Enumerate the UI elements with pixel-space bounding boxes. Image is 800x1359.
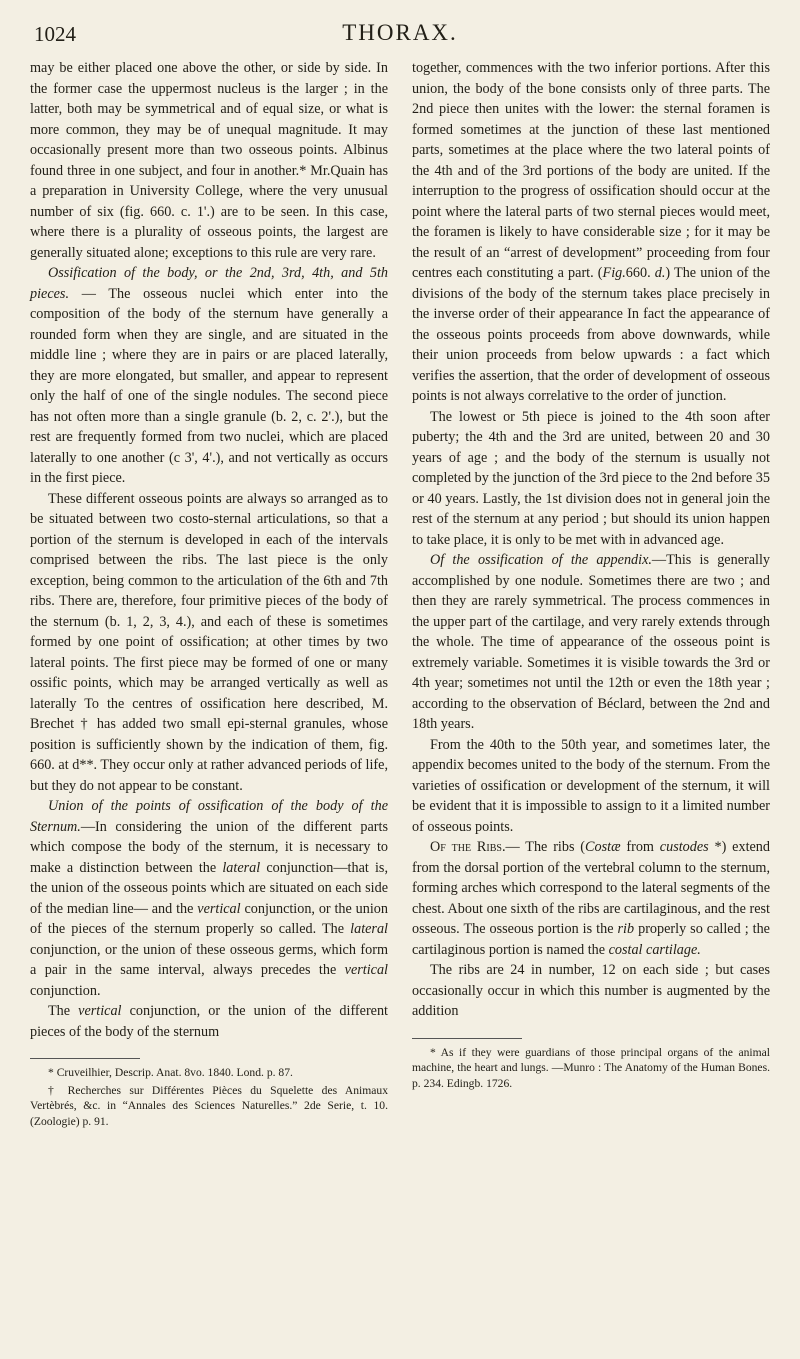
left-column — [30, 58, 388, 1129]
section-heading: Of the Ribs. — [430, 839, 506, 855]
footnote: † Recherches sur Différentes Pièces du Squelette des Animaux Vertèbrés, &c. in “Annales des Sciences Naturelles.” 2de Serie, t. 10. (Zoologie) p. 91. — [30, 1083, 388, 1128]
emphasis: lateral — [222, 859, 261, 876]
paragraph: The ribs are 24 in number, 12 on each side ; but cases occasionally occur in which this number is augmented by the addition — [412, 962, 770, 1019]
paragraph-text: conjunction, or the union of the pieces of the sternum properly so called. The — [30, 900, 388, 937]
emphasis: costal cartilage. — [608, 941, 701, 958]
emphasis: rib — [617, 921, 635, 937]
paragraph: may be either placed one above the other, or side by side. In the former case the uppermost nucleus is the larger ; in the latter, both may be symmetrical and of equal size, or what is more common, they may be of unequal magnitude. It may occasionally present more than two osseous points. Albinus found three in one subject, and four in another.* Mr.Quain has a preparation in University College, where the very unusual number of six (fig. 660. c. 1'.) are to be seen. In this case, where there is a plurality of osseous points, the largest are generally situated alone; exceptions to this rule are very rare. — [30, 60, 388, 261]
paragraph-text: together, commences with the two inferior portions. After this union, the body of the bone consists only of three parts. The 2nd piece then unites with the lower: the sternal foramen is formed sometimes at the junction of these last mentioned parts, sometimes at the place where the two lateral points of the 4th and of the 3rd portions of the body are united. If the interruption to the progress of ossification should occur at the point where the lateral parts of two sternal pieces would meet, the foramen is likely to have considerable size ; for it may be the result of an “arrest of development” proceeding from four centres each constituting a part. ( — [412, 60, 770, 281]
paragraph-text: The — [48, 1003, 79, 1019]
emphasis: vertical — [344, 962, 388, 978]
paragraph-text: ) The union of the divisions of the body of the sternum takes place precisely in the inverse order of their appearance In fact the appearance of the osseous points proceeds from above downwards, while their union proceeds from below upwards : a fact which verifies the assertion, that the order of development of osseous points is not always correlative to the order of junction. — [412, 265, 770, 404]
emphasis: lateral — [350, 921, 388, 937]
emphasis: vertical — [197, 900, 241, 917]
paragraph — [30, 263, 388, 489]
emphasis: vertical — [78, 1003, 122, 1019]
paragraph — [412, 550, 770, 735]
paragraph — [412, 58, 770, 407]
page-header — [30, 18, 770, 58]
paragraph-text: from — [620, 839, 660, 855]
paragraph-text: properly so called ; the cartilaginous portion is named the — [412, 921, 770, 958]
section-heading: Ossification of the body, or the 2nd, 3rd, 4th, and 5th pieces. — [30, 265, 388, 302]
paragraph-text: — The osseous nuclei which enter into the composition of the body of the sternum have generally a rounded form when they are single, and are situated in the middle line ; where they are in pairs or are placed laterally, they are more elongated, but smaller, and appear to represent only the half of one of the single nodules. The second piece has not often more than a single granule (b. 2, c. 2'.), but the rest are frequently formed from two nuclei, which are placed laterally to one another (c 3', 4'.), and not vertically as occurs in the first piece. — [30, 285, 388, 486]
footnote-divider — [30, 1058, 140, 1059]
paragraph-text: conjunction. — [30, 982, 101, 999]
page-number: 1024 — [34, 22, 76, 46]
paragraph-text: conjunction, or the union of these osseous germs, which form a pair in the same interval, always precedes the — [30, 941, 388, 978]
footnote: * As if they were guardians of those principal organs of the animal machine, the heart and lungs. —Munro : The Anatomy of the Human Bones. p. 234. Edingb. 1726. — [412, 1045, 770, 1090]
running-title: THORAX. — [342, 20, 458, 45]
section-heading: Union of the points of ossification of the body of the Sternum. — [30, 798, 388, 835]
paragraph-text: conjunction, or the union of the different pieces of the body of the sternum — [30, 1003, 388, 1040]
figure-reference: Fig. — [602, 265, 626, 281]
paragraph — [30, 1001, 388, 1042]
paragraph: The lowest or 5th piece is joined to the 4th soon after puberty; the 4th and the 3rd are united, between 20 and 30 years of age ; and the body of the sternum is usually not completed by the junction of the 3rd piece to the 2nd before 35 or 40 years. Lastly, the 1st division does not in general join the rest of the sternum at any period ; but should its union happen to take place, it is only to be met with in advanced age. — [412, 408, 770, 548]
footnote-divider — [412, 1038, 522, 1039]
paragraph-text: *) extend from the dorsal portion of the vertebral column to the sternum, forming arches which correspond to the lateral segments of the chest. About one sixth of the ribs are cartilaginous, and the rest osseous. The osseous portion is the — [412, 839, 770, 937]
footnote: * Cruveilhier, Descrip. Anat. 8vo. 1840. Lond. p. 87. — [48, 1066, 293, 1079]
paragraph — [412, 837, 770, 960]
emphasis: Costæ — [585, 839, 621, 855]
paragraph: These different osseous points are always so arranged as to be situated between two costo-sternal articulations, so that a portion of the sternum is developed in each of the intervals comprised between the ribs. The last piece is the only exception, being common to the articulation of the 6th and 7th ribs. There are, therefore, four primitive pieces of the body of the sternum (b. 1, 2, 3, 4.), and each of these is sometimes formed by one point of ossification; at other times by two lateral points. The first piece may be formed of one or many ossific points, which may be arranged vertically as well as laterally To the centres of ossification here described, M. Brechet † has added two small epi-sternal granules, whose position is sufficiently shown by the indication of them, fig. 660. at d**. They occur only at rather advanced periods of life, but they do not appear to be constant. — [30, 490, 388, 794]
paragraph-text: —This is generally accomplished by one nodule. Sometimes there are two ; and then they are rarely symmetrical. The process commences in the upper part of the cartilage, and very rarely extends through the whole. The time of appearance of the osseous point is extremely variable. Sometimes it is visible towards the 3rd or 4th year; sometimes not until the 12th or even the 18th year ; according to the observation of Béclard, between the 2nd and 18th years. — [412, 552, 770, 732]
paragraph-text: — The ribs ( — [505, 839, 586, 855]
paragraph-text: —In considering the union of the different parts which compose the body of the sternum, it is necessary to make a distinction between the — [30, 818, 388, 876]
emphasis: custodes — [659, 839, 709, 855]
paragraph-text: 660. — [625, 265, 655, 281]
section-heading: Of the ossification of the appendix. — [430, 552, 652, 568]
paragraph-text: conjunction—that is, the union of the osseous points which are situated on each side of the median line— and the — [30, 859, 388, 917]
paragraph — [30, 796, 388, 1001]
right-column — [412, 58, 770, 1129]
text-columns — [30, 58, 770, 1129]
paragraph: From the 40th to the 50th year, and sometimes later, the appendix becomes united to the body of the sternum. From the varieties of ossification or development of the sternum, it will be evident that it is impossible to assign to it a limited number of osseous points. — [412, 736, 770, 835]
figure-reference: d. — [654, 265, 666, 281]
